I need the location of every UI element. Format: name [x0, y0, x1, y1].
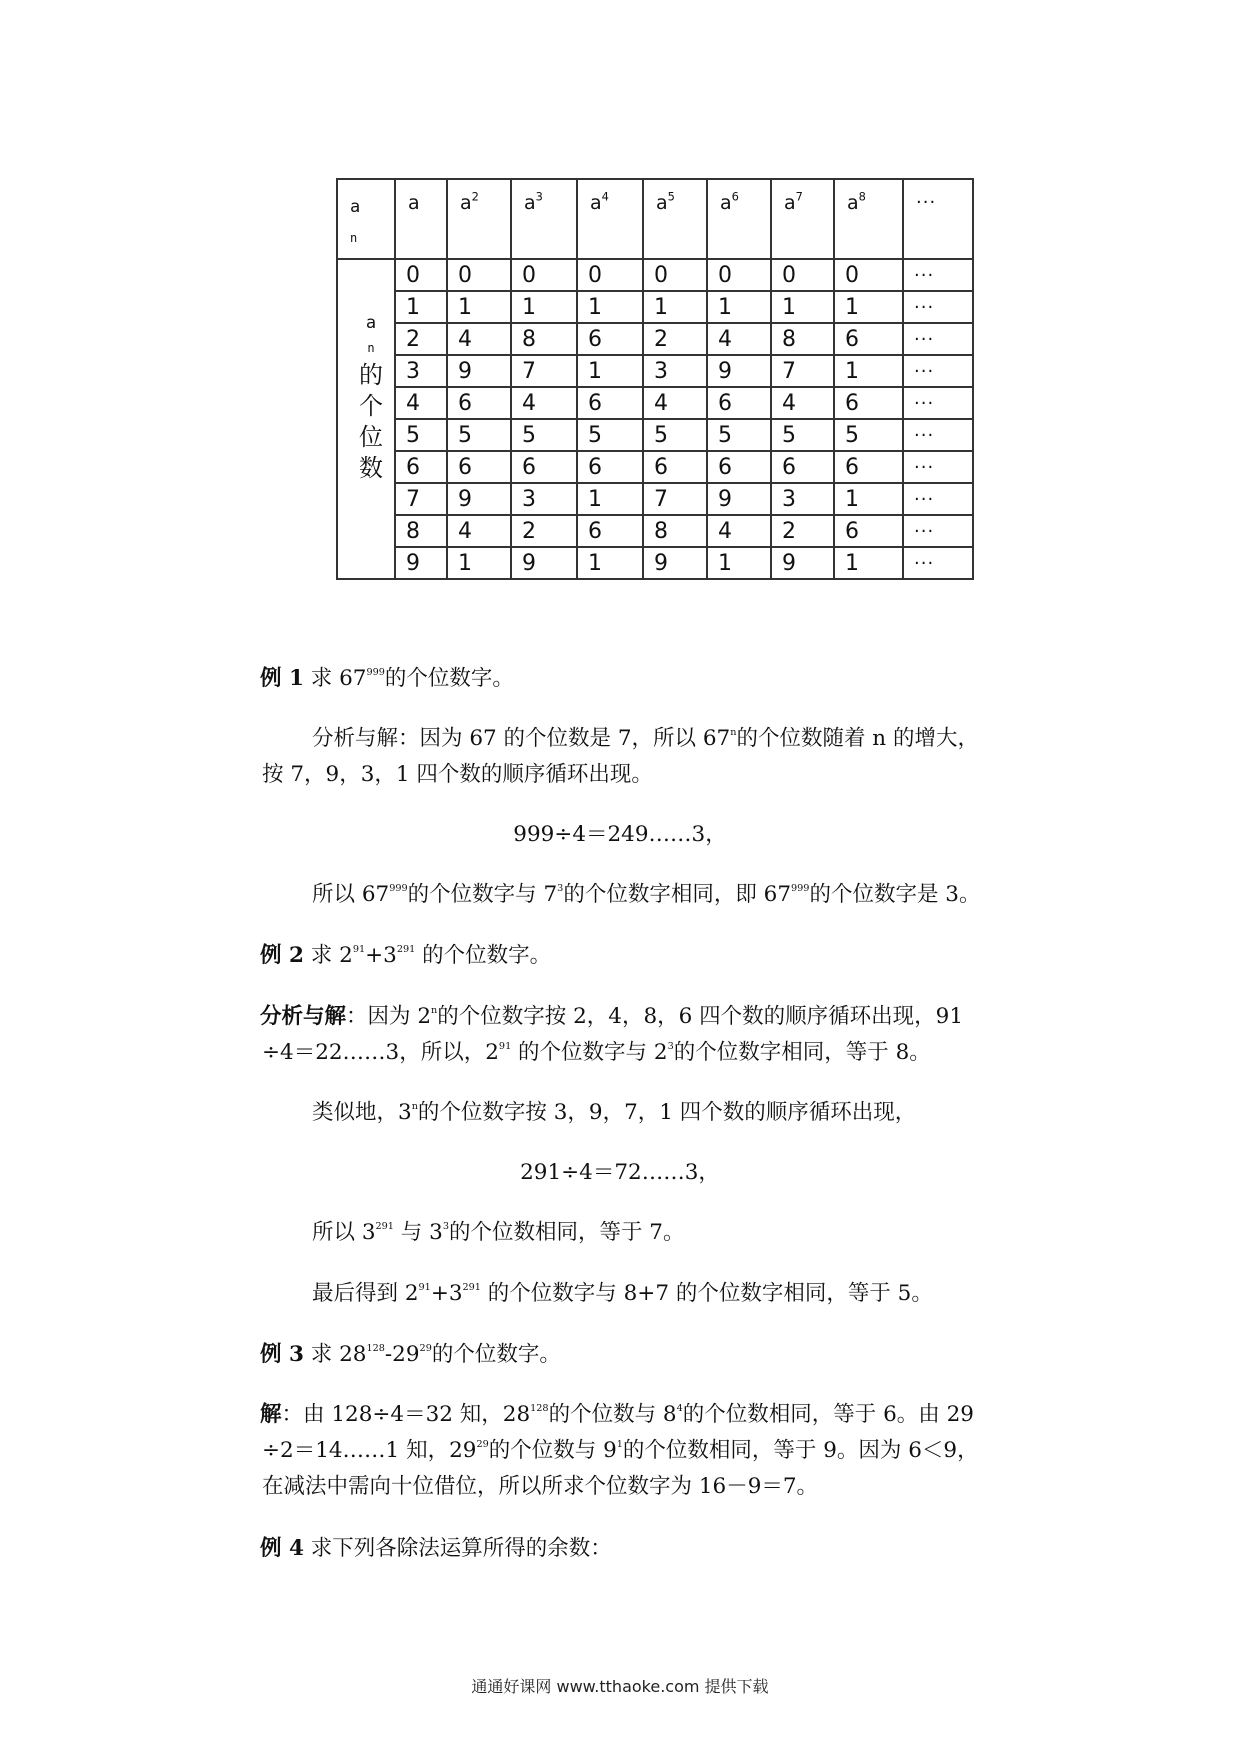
ex2-conclusion-1: 所以 $3^{291}$ 与 $3^3$的个位数相同，等于 7。 [312, 1220, 685, 1245]
row-ellipsis: ··· [903, 451, 973, 483]
header-power-1: a [395, 179, 447, 259]
table-cell: 6 [643, 451, 707, 483]
table-cell: 5 [707, 419, 771, 451]
side-label-char: 位 [359, 423, 383, 451]
table-cell: 2 [511, 515, 577, 547]
ex1-equation: 999÷4＝249……3， [513, 822, 727, 847]
table-cell: 5 [643, 419, 707, 451]
table-cell: 5 [395, 419, 447, 451]
table-cell: 5 [577, 419, 643, 451]
table-cell: 1 [577, 483, 643, 515]
side-label-a: a [365, 313, 377, 333]
table-cell: 0 [771, 259, 834, 291]
table-cell: 9 [707, 483, 771, 515]
table-cell: 0 [511, 259, 577, 291]
ex1-conclusion: 所以 $67^{999}$的个位数字与 $7^3$的个位数字相同，即 $67^{999}$的个位数字是 3。 [312, 882, 981, 907]
side-label-char: 个 [359, 392, 383, 420]
table-header-row [337, 179, 973, 259]
table-cell: 1 [577, 355, 643, 387]
row-ellipsis: ··· [903, 387, 973, 419]
table-row [337, 259, 973, 291]
table-cell: 9 [511, 547, 577, 579]
table-cell: 1 [511, 291, 577, 323]
table-cell: 1 [643, 291, 707, 323]
table-row [337, 419, 973, 451]
table-cell: 1 [447, 547, 511, 579]
ex1-analysis-line2: 按 7，9，3，1 四个数的顺序循环出现。 [262, 762, 653, 787]
table-cell: 6 [834, 387, 903, 419]
table-cell: 4 [447, 515, 511, 547]
table-row [337, 291, 973, 323]
ex3-solution-line3: 在减法中需向十位借位，所以所求个位数字为 16－9＝7。 [262, 1474, 819, 1499]
table-cell: 1 [834, 291, 903, 323]
table-cell: 5 [834, 419, 903, 451]
ex3-solution-line1: 解：由 128÷4＝32 知，$28^{128}$的个位数与 $8^4$的个位数相同，等于 6。由 29 [260, 1402, 974, 1427]
table-cell: 8 [771, 323, 834, 355]
table-cell: 7 [771, 355, 834, 387]
table-cell: 6 [577, 451, 643, 483]
table-cell: 6 [771, 451, 834, 483]
table-row [337, 515, 973, 547]
header-power-5: $a^5$ [643, 179, 707, 259]
table-cell: 9 [447, 355, 511, 387]
header-power-7: $a^7$ [771, 179, 834, 259]
header-ellipsis: ··· [903, 179, 973, 259]
ex4-question: 例 4 求下列各除法运算所得的余数： [260, 1536, 612, 1561]
table-cell: 6 [511, 451, 577, 483]
table-cell: 6 [395, 451, 447, 483]
row-ellipsis: ··· [903, 419, 973, 451]
table-cell: 6 [577, 387, 643, 419]
corner-cell: a n [337, 179, 395, 259]
row-ellipsis: ··· [903, 483, 973, 515]
table-cell: 0 [643, 259, 707, 291]
table-cell: 1 [707, 547, 771, 579]
table-cell: 6 [707, 387, 771, 419]
table-cell: 2 [771, 515, 834, 547]
table-row [337, 323, 973, 355]
table-cell: 5 [447, 419, 511, 451]
table-cell: 1 [577, 291, 643, 323]
table-cell: 7 [511, 355, 577, 387]
table-cell: 7 [395, 483, 447, 515]
page-footer: 通通好课网 www.tthaoke.com 提供下载 [471, 1677, 769, 1696]
table-cell: 1 [834, 483, 903, 515]
table-row [337, 483, 973, 515]
table-cell: 1 [771, 291, 834, 323]
units-digit-table [336, 178, 974, 580]
row-ellipsis: ··· [903, 515, 973, 547]
table-cell: 0 [834, 259, 903, 291]
table-cell: 4 [643, 387, 707, 419]
table-cell: 4 [707, 515, 771, 547]
table-cell: 9 [771, 547, 834, 579]
table-row [337, 547, 973, 579]
header-power-8: $a^8$ [834, 179, 903, 259]
table-cell: 8 [395, 515, 447, 547]
header-power-2: $a^2$ [447, 179, 511, 259]
table-cell: 1 [577, 547, 643, 579]
table-cell: 0 [707, 259, 771, 291]
table-cell: 6 [834, 323, 903, 355]
table-row [337, 387, 973, 419]
side-label-cell [337, 259, 395, 579]
table-cell: 0 [447, 259, 511, 291]
ex1-analysis-line1: 分析与解：因为 67 的个位数是 7，所以 67$^n$的个位数随着 n 的增大， [312, 726, 979, 751]
row-ellipsis: ··· [903, 355, 973, 387]
table-cell: 9 [395, 547, 447, 579]
table-cell: 4 [395, 387, 447, 419]
table-cell: 6 [577, 515, 643, 547]
table-cell: 5 [511, 419, 577, 451]
table-row [337, 355, 973, 387]
table-cell: 2 [395, 323, 447, 355]
table-cell: 5 [771, 419, 834, 451]
ex2-analysis-line1: 分析与解：因为 2$^n$的个位数字按 2，4，8，6 四个数的顺序循环出现，91 [260, 1004, 964, 1029]
table-cell: 4 [771, 387, 834, 419]
table-row [337, 451, 973, 483]
ex3-question: 例 3 求 $28^{128}-29^{29}$的个位数字。 [260, 1342, 561, 1367]
row-ellipsis: ··· [903, 323, 973, 355]
table-cell: 6 [447, 451, 511, 483]
table-cell: 1 [834, 547, 903, 579]
ex2-conclusion-2: 最后得到 $2^{91}+3^{291}$ 的个位数字与 8+7 的个位数字相同，等于 5。 [312, 1281, 933, 1306]
ex2-similar-line: 类似地，3$^n$的个位数字按 3，9，7，1 四个数的顺序循环出现， [312, 1100, 917, 1125]
table-cell: 1 [834, 355, 903, 387]
table-cell: 6 [834, 515, 903, 547]
table-cell: 9 [707, 355, 771, 387]
table-cell: 1 [707, 291, 771, 323]
table-cell: 0 [577, 259, 643, 291]
table-cell: 3 [511, 483, 577, 515]
header-power-4: $a^4$ [577, 179, 643, 259]
table-cell: 4 [511, 387, 577, 419]
table-cell: 2 [643, 323, 707, 355]
table-cell: 6 [707, 451, 771, 483]
table-cell: 6 [447, 387, 511, 419]
header-power-3: $a^3$ [511, 179, 577, 259]
table-cell: 9 [643, 547, 707, 579]
side-label-char: 数 [359, 454, 383, 482]
table-cell: 9 [447, 483, 511, 515]
row-ellipsis: ··· [903, 547, 973, 579]
ex3-solution-line2: ÷2＝14……1 知，$29^{29}$的个位数与 $9^1$的个位数相同，等于 9。因为 6＜9， [262, 1438, 979, 1463]
table-cell: 4 [447, 323, 511, 355]
side-label-char: 的 [359, 361, 383, 389]
table-cell: 1 [447, 291, 511, 323]
row-ellipsis: ··· [903, 291, 973, 323]
ex2-equation: 291÷4＝72……3， [520, 1160, 720, 1185]
table-cell: 0 [395, 259, 447, 291]
table-cell: 3 [643, 355, 707, 387]
table-cell: 1 [395, 291, 447, 323]
ex2-analysis-line2: ÷4＝22……3，所以，$2^{91}$ 的个位数字与 $2^3$的个位数字相同，等于 8。 [262, 1040, 931, 1065]
ex2-question: 例 2 求 $2^{91}+3^{291}$ 的个位数字。 [260, 943, 552, 968]
table-cell: 6 [577, 323, 643, 355]
row-ellipsis: ··· [903, 259, 973, 291]
table-cell: 6 [834, 451, 903, 483]
table-cell: 8 [511, 323, 577, 355]
ex1-question: 例 1 求 $67^{999}$的个位数字。 [260, 666, 514, 691]
table-cell: 4 [707, 323, 771, 355]
header-power-6: $a^6$ [707, 179, 771, 259]
table-body [337, 259, 973, 579]
table-cell: 7 [643, 483, 707, 515]
side-label-n: n [367, 341, 375, 355]
table-cell: 3 [395, 355, 447, 387]
table-cell: 8 [643, 515, 707, 547]
table-cell: 3 [771, 483, 834, 515]
